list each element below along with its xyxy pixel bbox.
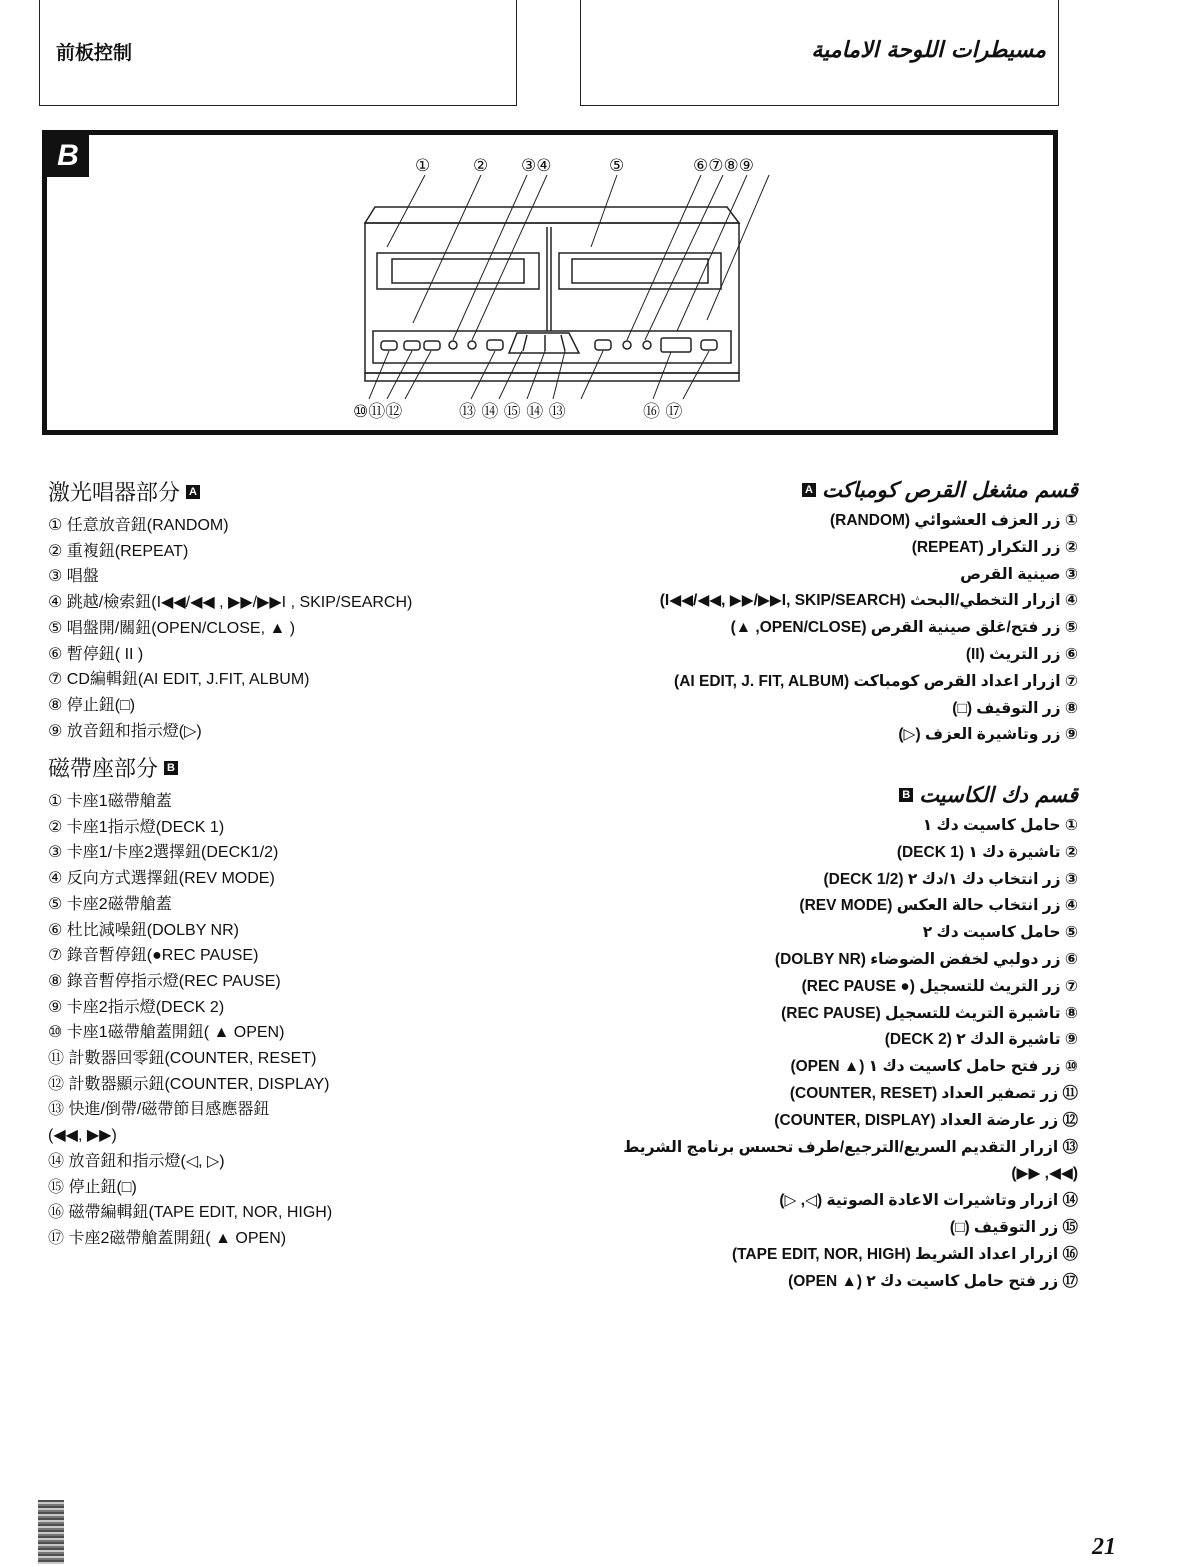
tape-section-arabic [458,783,1078,1295]
page-number: 21 [1092,1534,1116,1560]
list-item: ⑮ زر التوقيف (□) [949,1218,1078,1236]
list-item: ⑬ ازرار التقديم السريع/الترجيع/طرف تحسس برنامج الشريط [623,1138,1078,1156]
figure-tag: B [47,135,89,177]
list-item: (◀◀, ▶▶) [48,1127,117,1145]
callout-top-1: ① [415,156,431,176]
list-item: ⑤ حامل كاسيت دك ٢ [922,924,1078,942]
header-box-right [580,0,1059,106]
list-item: ⑥ 杜比減噪鈕(DOLBY NR) [48,921,239,939]
list-item: ① 任意放音鈕(RANDOM) [48,517,229,534]
list-item: ③ زر انتخاب دك ١/دك ٢ (DECK 1/2) [823,870,1078,888]
header-title-chinese: 前板控制 [56,43,133,64]
list-item: ⑬ 快進/倒帶/磁帶節目感應器鈕 [48,1101,270,1119]
list-item: ⑥ زر دولبي لخفض الضوضاء (DOLBY NR) [774,950,1078,968]
callout-bottom-16-17: ⑯ ⑰ [643,402,683,422]
cd-section-arabic [518,478,1078,749]
tape-section-chinese [48,752,518,1252]
list-item: ④ زر انتخاب حالة العكس (REV MODE) [799,897,1078,915]
list-item: ③ 唱盤 [48,568,99,586]
list-item: ② 卡座1指示燈(DECK 1) [48,818,225,836]
callout-top-3-4: ③④ [521,156,552,176]
list-item: ① زر العزف العشوائي (RANDOM) [830,512,1078,529]
list-item: ⑥ 暫停鈕( II ) [48,645,144,663]
cd-section-title: 激光唱器部分 [48,480,181,505]
tape-section-title-arabic: قسم دك الكاسيت [919,783,1078,807]
scan-artifact [38,1500,64,1564]
cd-section-tag-arabic: A [802,483,816,497]
cd-items-list-arabic [518,508,1078,749]
list-item: ⑩ زر فتح حامل كاسيت دك ١ (▲ OPEN) [790,1058,1078,1076]
cd-items-list [48,513,518,744]
list-item: ⑨ تاشيرة الدك ٢ (DECK 2) [884,1031,1078,1049]
list-item: ② زر التكرار (REPEAT) [911,538,1078,556]
list-item: ④ ازرار التخطي/البحث (I◀◀/◀◀, ▶▶/▶▶I, SKIP/SEARCH) [659,592,1078,610]
list-item: ② 重複鈕(REPEAT) [48,542,189,560]
list-item: ⑦ 錄音暫停鈕(●REC PAUSE) [48,947,259,965]
list-item: ④ 跳越/檢索鈕(I◀◀/◀◀ , ▶▶/▶▶I , SKIP/SEARCH) [48,594,413,612]
list-item: ⑭ ازرار وتاشيرات الاعادة الصوتية (◁, ▷) [779,1192,1078,1210]
list-item: ⑮ 停止鈕(□) [48,1178,137,1196]
tape-items-list-arabic [458,813,1078,1295]
callout-top-6-9: ⑥⑦⑧⑨ [693,156,754,176]
list-item: ⑤ 唱盤開/關鈕(OPEN/CLOSE, ▲ ) [48,619,296,637]
list-item: ⑯ 磁帶編輯鈕(TAPE EDIT, NOR, HIGH) [48,1204,333,1222]
list-item: ⑦ ازرار اعداد القرص كومباكت (AI EDIT, J. FIT, ALBUM) [674,672,1078,690]
list-item: ③ صينية القرص [960,565,1078,583]
cd-section-title-arabic: قسم مشغل القرص كومباكت [822,478,1078,502]
list-item: (◀◀, ▶▶) [1011,1165,1078,1183]
list-item: ⑯ ازرار اعداد الشريط (TAPE EDIT, NOR, HIGH) [731,1245,1078,1263]
list-item: ⑪ زر تصفير العداد (COUNTER, RESET) [789,1084,1078,1102]
cd-section-tag: A [186,485,200,499]
list-item: ① 卡座1磁帶艙蓋 [48,793,172,810]
callout-bottom-10-12: ⑩⑪⑫ [353,402,403,422]
list-item: ⑤ زر فتح/غلق صينية القرص (OPEN/CLOSE, ▲) [730,619,1078,637]
cd-section-chinese [48,476,518,744]
list-item: ⑩ 卡座1磁帶艙蓋開鈕( ▲ OPEN) [48,1024,285,1042]
list-item: ④ 反向方式選擇鈕(REV MODE) [48,870,275,888]
device-figure [42,130,1058,435]
list-item: ⑧ 錄音暫停指示燈(REC PAUSE) [48,972,281,990]
list-item: ⑨ زر وتاشيرة العزف (▷) [898,726,1078,744]
list-item: ⑫ زر عارضة العداد (COUNTER, DISPLAY) [774,1111,1078,1129]
tape-section-tag: B [164,761,178,775]
list-item: ⑧ تاشيرة التريث للتسجيل (REC PAUSE) [781,1004,1078,1022]
list-item: ⑰ 卡座2磁帶艙蓋開鈕( ▲ OPEN) [48,1229,287,1247]
cassette-deck-illustration [47,135,1053,430]
callout-top-2: ② [473,156,489,176]
header-title-arabic: مسيطرات اللوحة الامامية [811,38,1046,63]
tape-items-list [48,789,518,1252]
callout-bottom-13-15: ⑬ ⑭ ⑮ ⑭ ⑬ [459,402,566,422]
list-item: ③ 卡座1/卡座2選擇鈕(DECK1/2) [48,844,279,862]
list-item: ⑧ زر التوقيف (□) [952,699,1078,717]
tape-section-title: 磁帶座部分 [48,756,159,781]
list-item: ⑭ 放音鈕和指示燈(◁, ▷) [48,1152,225,1170]
list-item: ⑥ زر التريث (II) [965,645,1078,663]
list-item: ⑤ 卡座2磁帶艙蓋 [48,895,172,913]
list-item: ⑫ 計數器顯示鈕(COUNTER, DISPLAY) [48,1075,330,1093]
list-item: ⑦ CD編輯鈕(AI EDIT, J.FIT, ALBUM) [48,671,310,689]
tape-section-tag-arabic: B [899,788,913,802]
callout-top-5: ⑤ [609,156,625,176]
list-item: ② تاشيرة دك ١ (DECK 1) [896,843,1078,861]
list-item: ① حامل كاسيت دك ١ [922,817,1078,834]
list-item: ⑧ 停止鈕(□) [48,696,136,714]
list-item: ⑦ زر التريث للتسجيل (● REC PAUSE) [801,977,1078,995]
list-item: ⑰ زر فتح حامل كاسيت دك ٢ (▲ OPEN) [788,1272,1078,1290]
list-item: ⑨ 卡座2指示燈(DECK 2) [48,998,225,1016]
list-item: ⑪ 計數器回零鈕(COUNTER, RESET) [48,1050,317,1068]
list-item: ⑨ 放音鈕和指示燈(▷) [48,722,202,740]
header-box-left [39,0,517,106]
